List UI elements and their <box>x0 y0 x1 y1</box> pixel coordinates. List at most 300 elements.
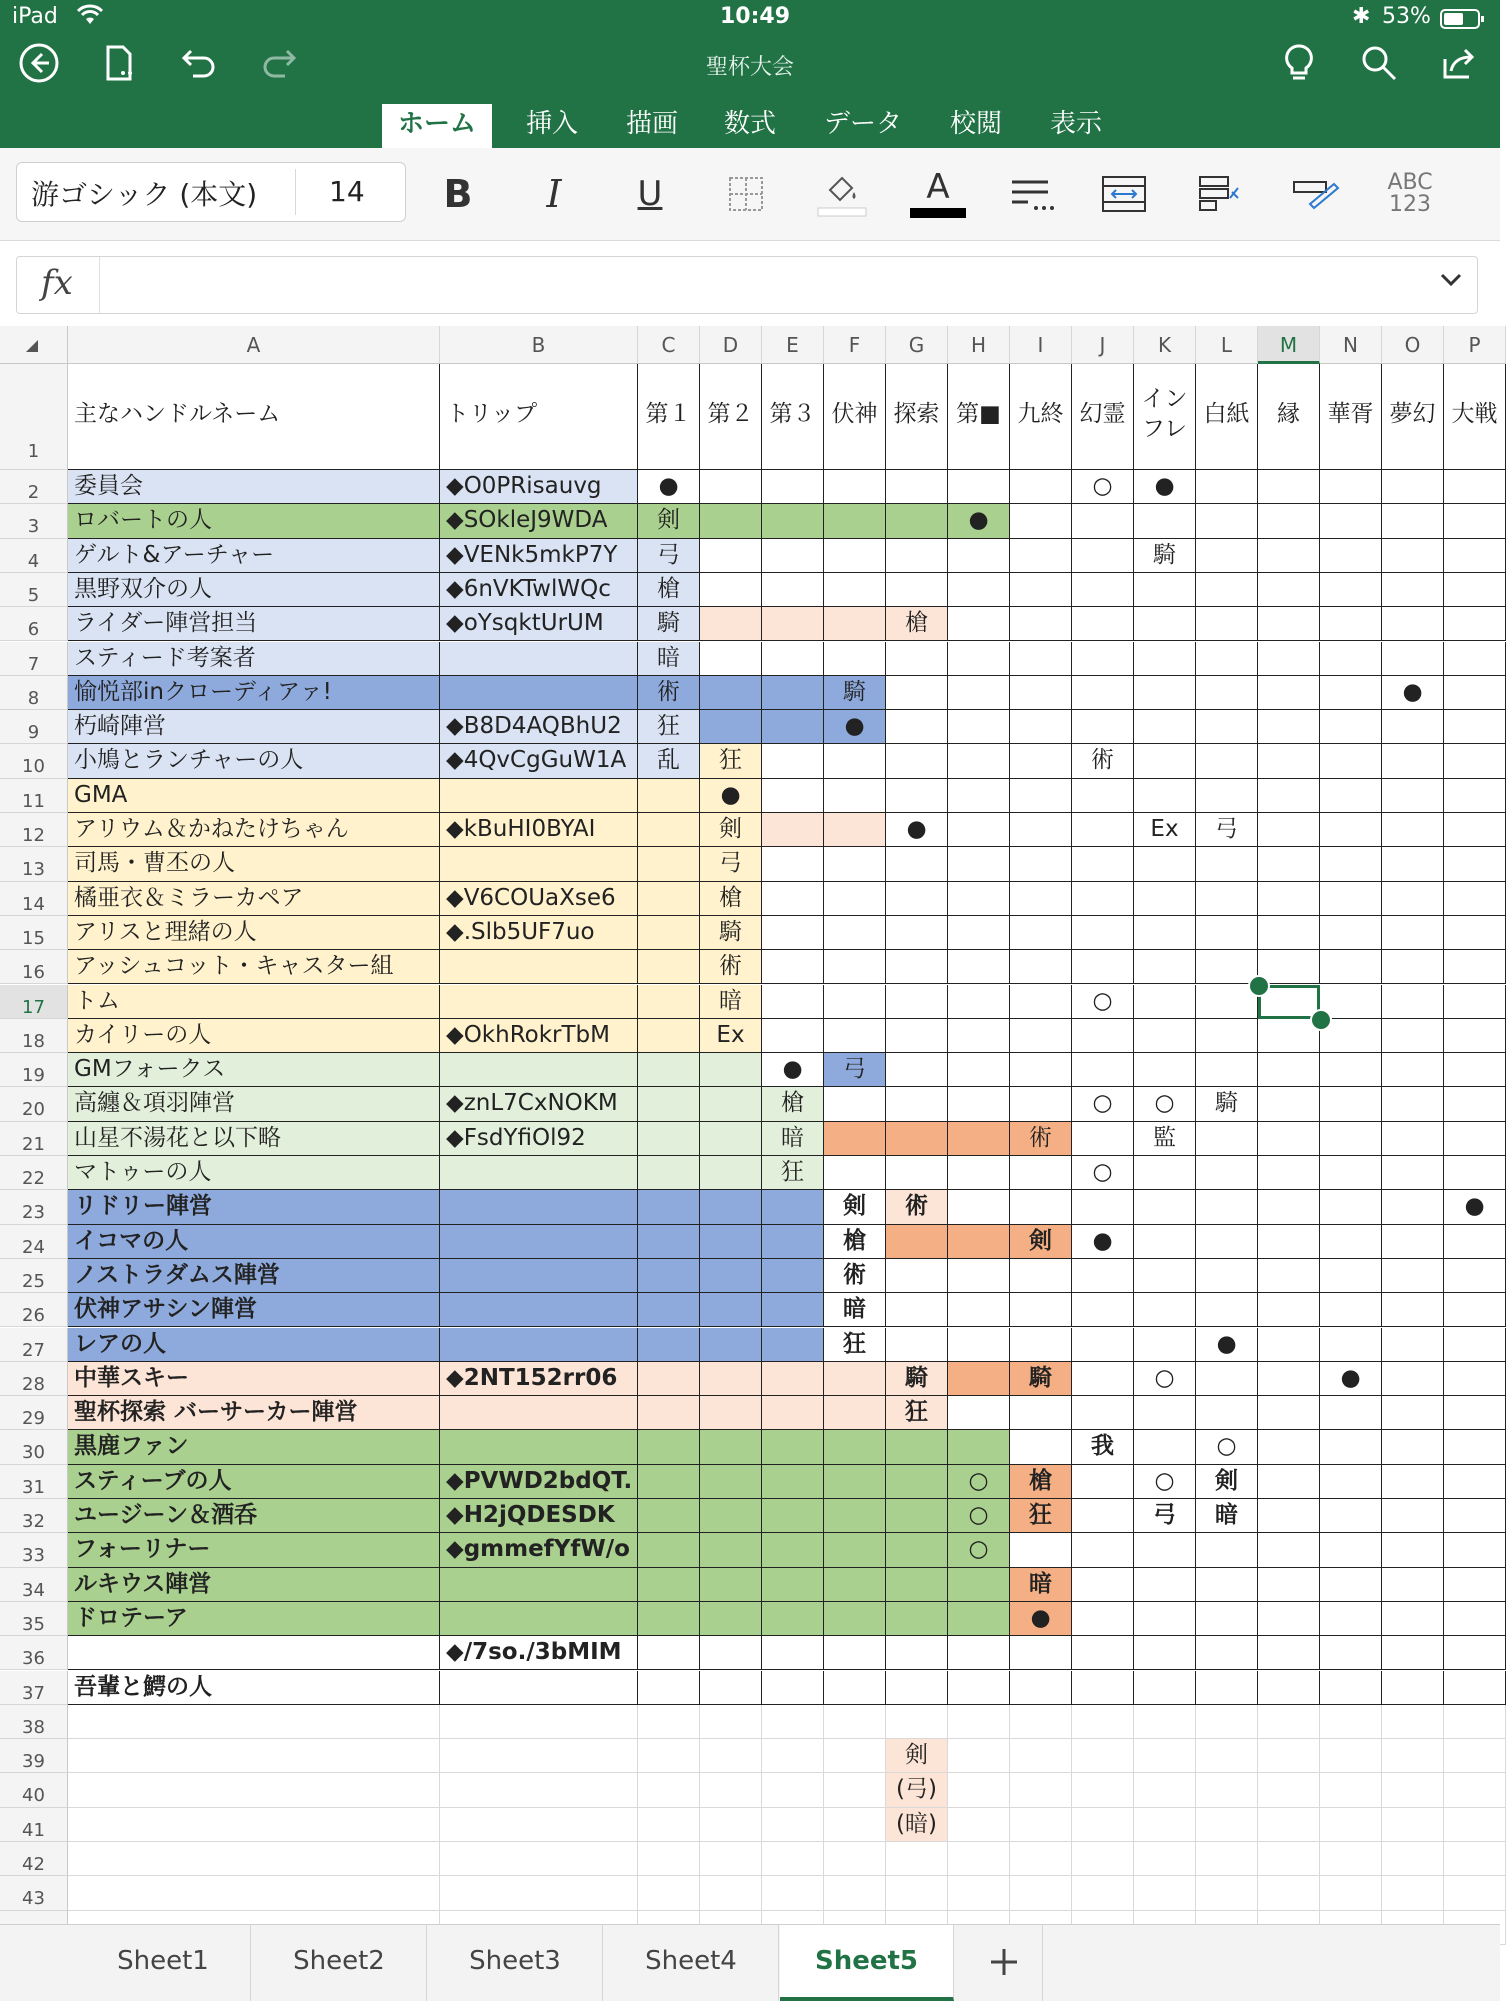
cell-d28[interactable] <box>700 1362 762 1396</box>
cell-i23[interactable] <box>1010 1190 1072 1224</box>
cell-d39[interactable] <box>700 1739 762 1773</box>
cell-o16[interactable] <box>1382 950 1444 984</box>
undo-icon[interactable] <box>176 40 222 86</box>
cell-c23[interactable] <box>638 1190 700 1224</box>
row-header-24[interactable]: 24 <box>0 1225 68 1259</box>
cell-b16[interactable] <box>440 950 638 984</box>
cell-i14[interactable] <box>1010 882 1072 916</box>
cell-o26[interactable] <box>1382 1293 1444 1327</box>
cell-b6[interactable]: ◆oYsqktUrUM <box>440 607 638 641</box>
cell-h2[interactable] <box>948 470 1010 504</box>
cell-f26[interactable]: 暗 <box>824 1293 886 1327</box>
cell-l21[interactable] <box>1196 1122 1258 1156</box>
cell-i4[interactable] <box>1010 539 1072 573</box>
cell-g7[interactable] <box>886 642 948 676</box>
cell-e20[interactable]: 槍 <box>762 1087 824 1121</box>
cell-b1[interactable]: トリップ <box>440 364 638 470</box>
cell-n37[interactable] <box>1320 1671 1382 1705</box>
cell-g3[interactable] <box>886 504 948 538</box>
cell-i31[interactable]: 槍 <box>1010 1465 1072 1499</box>
cell-g20[interactable] <box>886 1087 948 1121</box>
cell-l36[interactable] <box>1196 1636 1258 1670</box>
row-header-36[interactable]: 36 <box>0 1636 68 1670</box>
cell-p35[interactable] <box>1444 1602 1506 1636</box>
cell-d31[interactable] <box>700 1465 762 1499</box>
cell-o8[interactable]: ● <box>1382 676 1444 710</box>
cell-j18[interactable] <box>1072 1019 1134 1053</box>
cell-k13[interactable] <box>1134 847 1196 881</box>
cell-a1[interactable]: 主なハンドルネーム <box>68 364 440 470</box>
cell-l30[interactable]: ○ <box>1196 1430 1258 1464</box>
cell-m39[interactable] <box>1258 1739 1320 1773</box>
column-header-n[interactable]: N <box>1320 326 1382 364</box>
cell-i27[interactable] <box>1010 1328 1072 1362</box>
cell-i37[interactable] <box>1010 1671 1072 1705</box>
cell-e31[interactable] <box>762 1465 824 1499</box>
cell-e43[interactable] <box>762 1876 824 1910</box>
row-header-2[interactable]: 2 <box>0 470 68 504</box>
cell-o9[interactable] <box>1382 710 1444 744</box>
row-header-41[interactable]: 41 <box>0 1808 68 1842</box>
file-icon[interactable] <box>96 40 142 86</box>
cell-b29[interactable] <box>440 1396 638 1430</box>
cell-j22[interactable]: ○ <box>1072 1156 1134 1190</box>
cell-k5[interactable] <box>1134 573 1196 607</box>
cell-l33[interactable] <box>1196 1533 1258 1567</box>
cell-g41[interactable]: (暗) <box>886 1808 948 1842</box>
cell-e42[interactable] <box>762 1842 824 1876</box>
cell-l13[interactable] <box>1196 847 1258 881</box>
cell-o40[interactable] <box>1382 1773 1444 1807</box>
cell-m13[interactable] <box>1258 847 1320 881</box>
cell-h30[interactable] <box>948 1430 1010 1464</box>
row-header-16[interactable]: 16 <box>0 950 68 984</box>
cell-g31[interactable] <box>886 1465 948 1499</box>
cell-i26[interactable] <box>1010 1293 1072 1327</box>
cell-p21[interactable] <box>1444 1122 1506 1156</box>
cell-h42[interactable] <box>948 1842 1010 1876</box>
tab-formulas[interactable]: 数式 <box>723 109 776 139</box>
cell-o23[interactable] <box>1382 1190 1444 1224</box>
cell-g16[interactable] <box>886 950 948 984</box>
cell-b25[interactable] <box>440 1259 638 1293</box>
cell-e6[interactable] <box>762 607 824 641</box>
cell-b22[interactable] <box>440 1156 638 1190</box>
cell-e12[interactable] <box>762 813 824 847</box>
cell-l6[interactable] <box>1196 607 1258 641</box>
cell-k15[interactable] <box>1134 916 1196 950</box>
cell-a32[interactable]: ユージーン＆酒呑 <box>68 1499 440 1533</box>
cell-f19[interactable]: 弓 <box>824 1053 886 1087</box>
cell-b39[interactable] <box>440 1739 638 1773</box>
cell-p43[interactable] <box>1444 1876 1506 1910</box>
cell-k41[interactable] <box>1134 1808 1196 1842</box>
cell-h25[interactable] <box>948 1259 1010 1293</box>
cell-e27[interactable] <box>762 1328 824 1362</box>
select-all-corner[interactable] <box>0 326 68 364</box>
cell-n14[interactable] <box>1320 882 1382 916</box>
cell-k32[interactable]: 弓 <box>1134 1499 1196 1533</box>
cell-d22[interactable] <box>700 1156 762 1190</box>
cell-a38[interactable] <box>68 1705 440 1739</box>
cell-i41[interactable] <box>1010 1808 1072 1842</box>
cell-h40[interactable] <box>948 1773 1010 1807</box>
cell-c28[interactable] <box>638 1362 700 1396</box>
cell-c36[interactable] <box>638 1636 700 1670</box>
cell-j11[interactable] <box>1072 779 1134 813</box>
cell-i30[interactable] <box>1010 1430 1072 1464</box>
cell-l2[interactable] <box>1196 470 1258 504</box>
cell-f34[interactable] <box>824 1568 886 1602</box>
cell-c1[interactable]: 第１ <box>638 364 700 470</box>
cell-c9[interactable]: 狂 <box>638 710 700 744</box>
cell-i15[interactable] <box>1010 916 1072 950</box>
cell-l23[interactable] <box>1196 1190 1258 1224</box>
cell-g37[interactable] <box>886 1671 948 1705</box>
row-header-5[interactable]: 5 <box>0 573 68 607</box>
cell-g6[interactable]: 槍 <box>886 607 948 641</box>
cell-e32[interactable] <box>762 1499 824 1533</box>
cell-a28[interactable]: 中華スキー <box>68 1362 440 1396</box>
cell-m38[interactable] <box>1258 1705 1320 1739</box>
cell-l43[interactable] <box>1196 1876 1258 1910</box>
cell-p34[interactable] <box>1444 1568 1506 1602</box>
row-header-19[interactable]: 19 <box>0 1053 68 1087</box>
cell-e25[interactable] <box>762 1259 824 1293</box>
cell-j25[interactable] <box>1072 1259 1134 1293</box>
cell-g19[interactable] <box>886 1053 948 1087</box>
cell-c16[interactable] <box>638 950 700 984</box>
cell-p23[interactable]: ● <box>1444 1190 1506 1224</box>
cell-i1[interactable]: 九終 <box>1010 364 1072 470</box>
cell-m21[interactable] <box>1258 1122 1320 1156</box>
row-header-13[interactable]: 13 <box>0 847 68 881</box>
row-header-4[interactable]: 4 <box>0 539 68 573</box>
cell-g26[interactable] <box>886 1293 948 1327</box>
cell-g5[interactable] <box>886 573 948 607</box>
cell-m7[interactable] <box>1258 642 1320 676</box>
cell-k4[interactable]: 騎 <box>1134 539 1196 573</box>
cell-a25[interactable]: ノストラダムス陣営 <box>68 1259 440 1293</box>
cell-n35[interactable] <box>1320 1602 1382 1636</box>
sheet-tab-sheet5[interactable]: Sheet5 <box>780 1925 954 2001</box>
cell-f43[interactable] <box>824 1876 886 1910</box>
cell-a19[interactable]: GMフォークス <box>68 1053 440 1087</box>
row-header-27[interactable]: 27 <box>0 1328 68 1362</box>
cell-i42[interactable] <box>1010 1842 1072 1876</box>
cell-j33[interactable] <box>1072 1533 1134 1567</box>
cell-h24[interactable] <box>948 1225 1010 1259</box>
cell-g11[interactable] <box>886 779 948 813</box>
cell-m30[interactable] <box>1258 1430 1320 1464</box>
cell-m23[interactable] <box>1258 1190 1320 1224</box>
cell-a21[interactable]: 山星不湯花と以下略 <box>68 1122 440 1156</box>
cell-o42[interactable] <box>1382 1842 1444 1876</box>
row-header-9[interactable]: 9 <box>0 710 68 744</box>
cell-e17[interactable] <box>762 985 824 1019</box>
cell-d13[interactable]: 弓 <box>700 847 762 881</box>
cell-g39[interactable]: 剣 <box>886 1739 948 1773</box>
cell-f20[interactable] <box>824 1087 886 1121</box>
wrap-text-icon[interactable] <box>1094 168 1154 220</box>
cell-c27[interactable] <box>638 1328 700 1362</box>
cell-m33[interactable] <box>1258 1533 1320 1567</box>
cell-b32[interactable]: ◆H2jQDESDK <box>440 1499 638 1533</box>
cell-o24[interactable] <box>1382 1225 1444 1259</box>
cell-j19[interactable] <box>1072 1053 1134 1087</box>
row-header-22[interactable]: 22 <box>0 1156 68 1190</box>
cell-i32[interactable]: 狂 <box>1010 1499 1072 1533</box>
cell-g33[interactable] <box>886 1533 948 1567</box>
cell-h33[interactable]: ○ <box>948 1533 1010 1567</box>
cell-d10[interactable]: 狂 <box>700 744 762 778</box>
cell-o15[interactable] <box>1382 916 1444 950</box>
cell-f21[interactable] <box>824 1122 886 1156</box>
cell-c2[interactable]: ● <box>638 470 700 504</box>
cell-m5[interactable] <box>1258 573 1320 607</box>
cell-e15[interactable] <box>762 916 824 950</box>
cell-o34[interactable] <box>1382 1568 1444 1602</box>
cell-k10[interactable] <box>1134 744 1196 778</box>
font-color-button[interactable] <box>908 168 968 220</box>
tab-draw[interactable]: 描画 <box>625 109 678 139</box>
cell-b5[interactable]: ◆6nVKTwlWQc <box>440 573 638 607</box>
cell-d17[interactable]: 暗 <box>700 985 762 1019</box>
cell-n39[interactable] <box>1320 1739 1382 1773</box>
cell-g2[interactable] <box>886 470 948 504</box>
cell-g21[interactable] <box>886 1122 948 1156</box>
cell-b9[interactable]: ◆B8D4AQBhU2 <box>440 710 638 744</box>
cell-n31[interactable] <box>1320 1465 1382 1499</box>
cell-l39[interactable] <box>1196 1739 1258 1773</box>
cell-g32[interactable] <box>886 1499 948 1533</box>
cell-p5[interactable] <box>1444 573 1506 607</box>
cell-j3[interactable] <box>1072 504 1134 538</box>
cell-j6[interactable] <box>1072 607 1134 641</box>
cell-n1[interactable]: 華胥 <box>1320 364 1382 470</box>
cell-b20[interactable]: ◆znL7CxNOKM <box>440 1087 638 1121</box>
cell-m28[interactable] <box>1258 1362 1320 1396</box>
cell-f10[interactable] <box>824 744 886 778</box>
cell-a33[interactable]: フォーリナー <box>68 1533 440 1567</box>
cell-d37[interactable] <box>700 1671 762 1705</box>
cell-m9[interactable] <box>1258 710 1320 744</box>
cell-j34[interactable] <box>1072 1568 1134 1602</box>
cell-p16[interactable] <box>1444 950 1506 984</box>
cell-n30[interactable] <box>1320 1430 1382 1464</box>
cell-l41[interactable] <box>1196 1808 1258 1842</box>
cell-m4[interactable] <box>1258 539 1320 573</box>
borders-icon[interactable] <box>716 168 776 220</box>
cell-a5[interactable]: 黒野双介の人 <box>68 573 440 607</box>
cell-l25[interactable] <box>1196 1259 1258 1293</box>
cell-h16[interactable] <box>948 950 1010 984</box>
cell-i10[interactable] <box>1010 744 1072 778</box>
cell-l40[interactable] <box>1196 1773 1258 1807</box>
cell-j26[interactable] <box>1072 1293 1134 1327</box>
cell-k11[interactable] <box>1134 779 1196 813</box>
cell-h4[interactable] <box>948 539 1010 573</box>
bold-button[interactable]: B <box>443 172 473 216</box>
cell-p41[interactable] <box>1444 1808 1506 1842</box>
cell-g4[interactable] <box>886 539 948 573</box>
column-header-g[interactable]: G <box>886 326 948 364</box>
cell-c30[interactable] <box>638 1430 700 1464</box>
cell-m37[interactable] <box>1258 1671 1320 1705</box>
cell-i38[interactable] <box>1010 1705 1072 1739</box>
cell-b37[interactable] <box>440 1671 638 1705</box>
cell-k33[interactable] <box>1134 1533 1196 1567</box>
cell-a37[interactable]: 吾輩と鰐の人 <box>68 1671 440 1705</box>
cell-c31[interactable] <box>638 1465 700 1499</box>
column-header-i[interactable]: I <box>1010 326 1072 364</box>
column-header-j[interactable]: J <box>1072 326 1134 364</box>
cell-p2[interactable] <box>1444 470 1506 504</box>
cell-f13[interactable] <box>824 847 886 881</box>
cell-f25[interactable]: 術 <box>824 1259 886 1293</box>
cell-f30[interactable] <box>824 1430 886 1464</box>
cell-h9[interactable] <box>948 710 1010 744</box>
cell-g15[interactable] <box>886 916 948 950</box>
cell-n5[interactable] <box>1320 573 1382 607</box>
cell-n25[interactable] <box>1320 1259 1382 1293</box>
row-header-18[interactable]: 18 <box>0 1019 68 1053</box>
cell-p32[interactable] <box>1444 1499 1506 1533</box>
number-format-button[interactable]: ABC 123 <box>1387 170 1433 217</box>
cell-p33[interactable] <box>1444 1533 1506 1567</box>
cell-l22[interactable] <box>1196 1156 1258 1190</box>
cell-b7[interactable] <box>440 642 638 676</box>
cell-b35[interactable] <box>440 1602 638 1636</box>
cell-j27[interactable] <box>1072 1328 1134 1362</box>
cell-f29[interactable] <box>824 1396 886 1430</box>
cell-m36[interactable] <box>1258 1636 1320 1670</box>
cell-b38[interactable] <box>440 1705 638 1739</box>
cell-l42[interactable] <box>1196 1842 1258 1876</box>
sheet-tab-sheet1[interactable]: Sheet1 <box>76 1925 251 2001</box>
cell-i35[interactable]: ● <box>1010 1602 1072 1636</box>
cell-o22[interactable] <box>1382 1156 1444 1190</box>
sheet-tab-sheet3[interactable]: Sheet3 <box>428 1925 603 2001</box>
cell-m11[interactable] <box>1258 779 1320 813</box>
tab-data[interactable]: データ <box>823 109 902 139</box>
cell-o27[interactable] <box>1382 1328 1444 1362</box>
row-header-39[interactable]: 39 <box>0 1739 68 1773</box>
cell-j41[interactable] <box>1072 1808 1134 1842</box>
cell-a20[interactable]: 高纏＆項羽陣営 <box>68 1087 440 1121</box>
cell-h37[interactable] <box>948 1671 1010 1705</box>
cell-f16[interactable] <box>824 950 886 984</box>
cell-g8[interactable] <box>886 676 948 710</box>
cell-d25[interactable] <box>700 1259 762 1293</box>
cell-h41[interactable] <box>948 1808 1010 1842</box>
row-header-14[interactable]: 14 <box>0 882 68 916</box>
cell-f32[interactable] <box>824 1499 886 1533</box>
cell-b17[interactable] <box>440 985 638 1019</box>
cell-a24[interactable]: イコマの人 <box>68 1225 440 1259</box>
cell-g29[interactable]: 狂 <box>886 1396 948 1430</box>
row-header-7[interactable]: 7 <box>0 642 68 676</box>
cell-e36[interactable] <box>762 1636 824 1670</box>
cell-a35[interactable]: ドロテーア <box>68 1602 440 1636</box>
cell-a12[interactable]: アリウム＆かねたけちゃん <box>68 813 440 847</box>
cell-l26[interactable] <box>1196 1293 1258 1327</box>
cell-d19[interactable] <box>700 1053 762 1087</box>
cell-a30[interactable]: 黒鹿ファン <box>68 1430 440 1464</box>
cell-d40[interactable] <box>700 1773 762 1807</box>
row-header-29[interactable]: 29 <box>0 1396 68 1430</box>
cell-k20[interactable]: ○ <box>1134 1087 1196 1121</box>
cell-h11[interactable] <box>948 779 1010 813</box>
cell-k28[interactable]: ○ <box>1134 1362 1196 1396</box>
cell-b41[interactable] <box>440 1808 638 1842</box>
cell-n29[interactable] <box>1320 1396 1382 1430</box>
cell-b36[interactable]: ◆/7so./3bMIM <box>440 1636 638 1670</box>
column-header-f[interactable]: F <box>824 326 886 364</box>
cell-a40[interactable] <box>68 1773 440 1807</box>
cell-c26[interactable] <box>638 1293 700 1327</box>
cell-a16[interactable]: アッシュコット・キャスター組 <box>68 950 440 984</box>
cell-o1[interactable]: 夢幻 <box>1382 364 1444 470</box>
cell-k7[interactable] <box>1134 642 1196 676</box>
row-header-10[interactable]: 10 <box>0 744 68 778</box>
cell-c39[interactable] <box>638 1739 700 1773</box>
cell-h14[interactable] <box>948 882 1010 916</box>
cell-f1[interactable]: 伏神 <box>824 364 886 470</box>
cell-n2[interactable] <box>1320 470 1382 504</box>
cell-e1[interactable]: 第３ <box>762 364 824 470</box>
cell-e3[interactable] <box>762 504 824 538</box>
cell-a36[interactable] <box>68 1636 440 1670</box>
cell-g17[interactable] <box>886 985 948 1019</box>
cell-d2[interactable] <box>700 470 762 504</box>
share-icon[interactable] <box>1436 40 1482 86</box>
cell-g38[interactable] <box>886 1705 948 1739</box>
cell-g40[interactable]: (弓) <box>886 1773 948 1807</box>
cell-f7[interactable] <box>824 642 886 676</box>
cell-p8[interactable] <box>1444 676 1506 710</box>
cell-o11[interactable] <box>1382 779 1444 813</box>
cell-m3[interactable] <box>1258 504 1320 538</box>
column-header-k[interactable]: K <box>1134 326 1196 364</box>
cell-i19[interactable] <box>1010 1053 1072 1087</box>
cell-c34[interactable] <box>638 1568 700 1602</box>
cell-d8[interactable] <box>700 676 762 710</box>
cell-h27[interactable] <box>948 1328 1010 1362</box>
cell-c17[interactable] <box>638 985 700 1019</box>
cell-g30[interactable] <box>886 1430 948 1464</box>
cell-f39[interactable] <box>824 1739 886 1773</box>
chevron-down-icon[interactable] <box>1439 265 1463 298</box>
cell-n40[interactable] <box>1320 1773 1382 1807</box>
cell-l27[interactable]: ● <box>1196 1328 1258 1362</box>
row-header-15[interactable]: 15 <box>0 916 68 950</box>
cell-o28[interactable] <box>1382 1362 1444 1396</box>
cell-p11[interactable] <box>1444 779 1506 813</box>
cell-p20[interactable] <box>1444 1087 1506 1121</box>
cell-j29[interactable] <box>1072 1396 1134 1430</box>
cell-k14[interactable] <box>1134 882 1196 916</box>
cell-j32[interactable] <box>1072 1499 1134 1533</box>
cell-p17[interactable] <box>1444 985 1506 1019</box>
cell-o2[interactable] <box>1382 470 1444 504</box>
row-header-35[interactable]: 35 <box>0 1602 68 1636</box>
cell-a29[interactable]: 聖杯探索 バーサーカー陣営 <box>68 1396 440 1430</box>
cell-c22[interactable] <box>638 1156 700 1190</box>
cell-h3[interactable]: ● <box>948 504 1010 538</box>
column-header-m[interactable]: M <box>1258 326 1320 364</box>
cell-m22[interactable] <box>1258 1156 1320 1190</box>
